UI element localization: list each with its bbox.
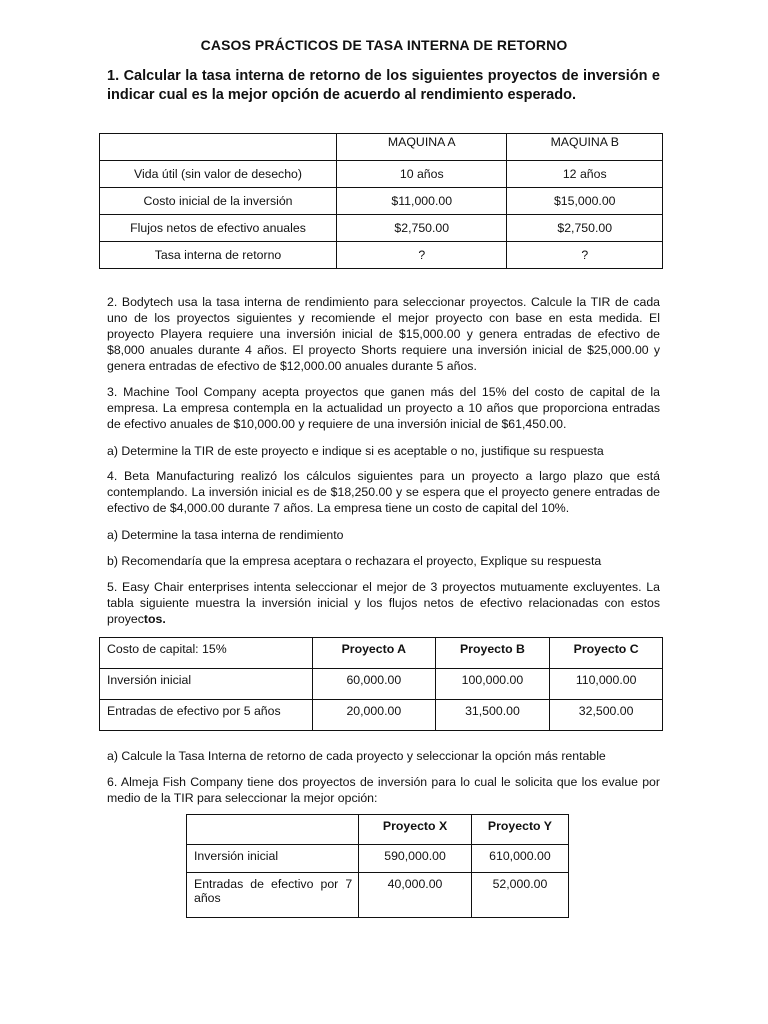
table-row xyxy=(100,700,663,731)
table-cell: $2,750.00 xyxy=(507,215,663,242)
table-header-cell: Proyecto Y xyxy=(471,815,568,845)
table-cell: 32,500.00 xyxy=(550,700,663,731)
table-cell: $11,000.00 xyxy=(337,188,507,215)
question-5-text xyxy=(107,579,660,627)
table-cell: Tasa interna de retorno xyxy=(100,242,337,269)
table-cell: 52,000.00 xyxy=(471,873,568,918)
table-cell: 100,000.00 xyxy=(435,669,550,700)
table-row xyxy=(100,188,663,215)
table-cell: Entradas de efectivo por 5 años xyxy=(100,700,313,731)
table-proyectos-xy xyxy=(186,814,569,918)
table-cell: ? xyxy=(507,242,663,269)
table-cell: $2,750.00 xyxy=(337,215,507,242)
table-cell: 590,000.00 xyxy=(359,845,472,873)
question-3-text: 3. Machine Tool Company acepta proyectos que ganen más del 15% del costo de capital de la empresa. La empresa contempla en la actualidad un proyecto a 10 años que proporciona entradas de efectivo anuales de $10,000.00 y requiere de una inversión inicial de $61,450.00. xyxy=(107,385,660,431)
question-5-tail: tos. xyxy=(143,612,166,626)
question-5a-text: a) Calcule la Tasa Interna de retorno de cada proyecto y seleccionar la opción más rentable xyxy=(107,749,606,763)
table-row xyxy=(100,669,663,700)
table-cell: Flujos netos de efectivo anuales xyxy=(100,215,337,242)
table-cell: 60,000.00 xyxy=(313,669,436,700)
table-row xyxy=(187,845,569,873)
table-cell: Costo inicial de la inversión xyxy=(100,188,337,215)
table-row xyxy=(100,242,663,269)
question-1-text: 1. Calcular la tasa interna de retorno de los siguientes proyectos de inversión e indicar cual es la mejor opción de acuerdo al rendimiento esperado. xyxy=(107,68,660,103)
table-cell: ? xyxy=(337,242,507,269)
question-2-text: 2. Bodytech usa la tasa interna de rendimiento para seleccionar proyectos. Calcule la TIR de cada uno de los proyectos siguientes y recomiende el mejor proyecto con base en esta medida. El proyecto Playera requiere una inversión inicial de $15,000.00 y genera entradas de efectivo de $8,000 anuales durante 4 años. El proyecto Shorts requiere una inversión inicial de $25,000.00 y genera entradas de efectivo de $12,000.00 anuales durante 5 años. xyxy=(107,295,660,373)
question-5-main: 5. Easy Chair enterprises intenta seleccionar el mejor de 3 proyectos mutuamente excluyentes. La tabla siguiente muestra la inversión inicial y los flujos netos de efectivo relacionadas con estos proyec xyxy=(107,580,660,626)
table-header-cell xyxy=(187,815,359,845)
table-header-cell: Proyecto A xyxy=(313,638,436,669)
table-cell: 110,000.00 xyxy=(550,669,663,700)
table-header-cell: Costo de capital: 15% xyxy=(100,638,313,669)
table-header-row xyxy=(100,638,663,669)
table-cell: 20,000.00 xyxy=(313,700,436,731)
table-cell: Inversión inicial xyxy=(187,845,359,873)
table-cell: 610,000.00 xyxy=(471,845,568,873)
question-4b-text: b) Recomendaría que la empresa aceptara o rechazara el proyecto, Explique su respuesta xyxy=(107,554,602,568)
table-header-cell: MAQUINA B xyxy=(507,134,663,161)
table-row xyxy=(100,215,663,242)
table-row xyxy=(100,161,663,188)
question-6-text: 6. Almeja Fish Company tiene dos proyectos de inversión para lo cual le solicita que los evalue por medio de la TIR para seleccionar la mejor opción: xyxy=(107,775,660,805)
table-cell: $15,000.00 xyxy=(507,188,663,215)
table-header-cell: Proyecto X xyxy=(359,815,472,845)
table-header-cell: MAQUINA A xyxy=(337,134,507,161)
table-row xyxy=(187,873,569,918)
question-4a-text: a) Determine la tasa interna de rendimiento xyxy=(107,528,344,542)
table-header-cell: Proyecto C xyxy=(550,638,663,669)
table-cell: 12 años xyxy=(507,161,663,188)
question-3a-text: a) Determine la TIR de este proyecto e indique si es aceptable o no, justifique su respuesta xyxy=(107,444,604,458)
table-cell: 31,500.00 xyxy=(435,700,550,731)
table-cell: Inversión inicial xyxy=(100,669,313,700)
table-header-cell xyxy=(100,134,337,161)
table-cell: Entradas de efectivo por 7 años xyxy=(187,873,359,918)
table-header-cell: Proyecto B xyxy=(435,638,550,669)
question-4-text: 4. Beta Manufacturing realizó los cálculos siguientes para un proyecto a largo plazo que está contemplando. La inversión inicial es de $18,250.00 y se espera que el proyecto genere entradas de efectivo de $4,000.00 durante 7 años. La empresa tiene un costo de capital del 10%. xyxy=(107,469,660,515)
table-cell: 10 años xyxy=(337,161,507,188)
page-title: CASOS PRÁCTICOS DE TASA INTERNA DE RETORNO xyxy=(200,37,568,53)
table-maquinas xyxy=(99,133,663,269)
table-cell: 40,000.00 xyxy=(359,873,472,918)
table-header-row xyxy=(100,134,663,161)
table-header-row xyxy=(187,815,569,845)
table-proyectos-abc xyxy=(99,637,663,731)
table-cell: Vida útil (sin valor de desecho) xyxy=(100,161,337,188)
